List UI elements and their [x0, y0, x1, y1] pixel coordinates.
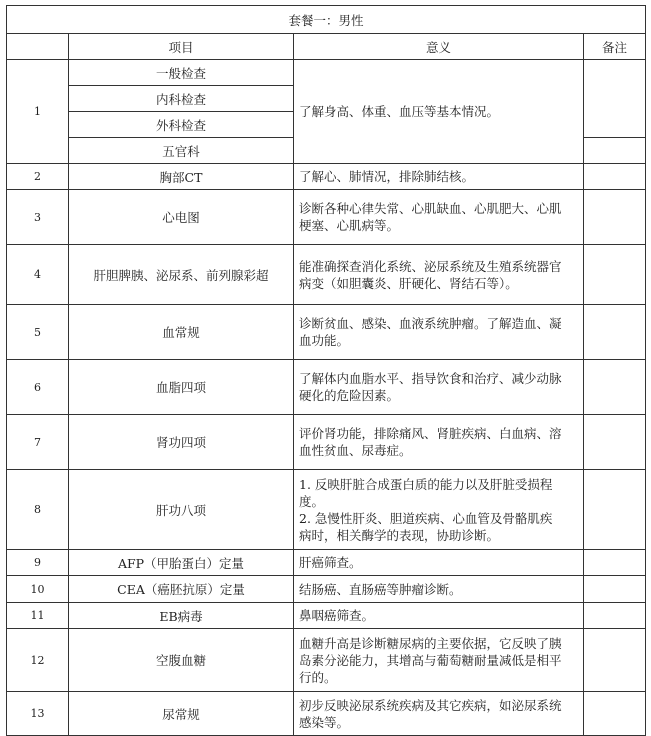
table-row [7, 629, 646, 692]
row-item: 五官科 [69, 138, 294, 164]
row-item: 外科检查 [69, 112, 294, 138]
row-note [584, 360, 646, 415]
meaning-line: 能准确探查消化系统、泌尿系统及生殖系统器官 [299, 258, 562, 274]
table-row [7, 245, 646, 305]
table-row [7, 470, 646, 550]
header-row [7, 34, 646, 60]
row-item: 尿常规 [69, 692, 294, 736]
row-meaning [294, 576, 584, 603]
table-row [7, 60, 646, 86]
row-meaning [294, 360, 584, 415]
header-meaning: 意义 [294, 34, 584, 60]
table-row [7, 692, 646, 736]
table-row [7, 415, 646, 470]
row-item: 胸部CT [69, 164, 294, 190]
table-row [7, 360, 646, 415]
row-item: 肾功四项 [69, 415, 294, 470]
row-number: 3 [7, 190, 69, 245]
row-meaning [294, 245, 584, 305]
row-note [584, 692, 646, 736]
row-item: 一般检查 [69, 60, 294, 86]
row-meaning [294, 692, 584, 736]
table-row [7, 576, 646, 603]
meaning-line: 病变（如胆囊炎、肝硬化、肾结石等）。 [299, 275, 518, 291]
row-meaning [294, 190, 584, 245]
row-number: 9 [7, 550, 69, 576]
row-note [584, 415, 646, 470]
meaning-line: 2. 急慢性肝炎、胆道疾病、心血管及骨骼肌疾 [299, 510, 553, 526]
meaning-line: 初步反映泌尿系统疾病及其它疾病，如泌尿系统 [299, 697, 562, 713]
row-meaning [294, 470, 584, 550]
meaning-line: 诊断各种心律失常、心肌缺血、心肌肥大、心肌 [299, 201, 562, 216]
row-meaning [294, 415, 584, 470]
row-note [584, 629, 646, 692]
row-note [584, 164, 646, 190]
row-note [584, 245, 646, 305]
row-meaning [294, 305, 584, 360]
row-note [584, 603, 646, 629]
row-item: 内科检查 [69, 86, 294, 112]
row-meaning [294, 629, 584, 692]
row-item: 血脂四项 [69, 360, 294, 415]
meaning-line: 行的。 [299, 669, 337, 685]
meaning-line: 感染等。 [299, 714, 350, 730]
meaning-line: 血功能。 [299, 333, 350, 348]
row-number: 1 [7, 60, 69, 164]
table-row [7, 305, 646, 360]
row-note [584, 138, 646, 164]
row-number: 13 [7, 692, 69, 736]
meaning-line: 度。 [299, 493, 325, 509]
header-item: 项目 [69, 34, 294, 60]
row-item: AFP（甲胎蛋白）定量 [69, 550, 294, 576]
row-item: 心电图 [69, 190, 294, 245]
meaning-line: 硬化的危险因素。 [299, 388, 400, 403]
package-table-container [6, 5, 645, 736]
table-row [7, 550, 646, 576]
table-row [7, 190, 646, 245]
row-meaning [294, 603, 584, 629]
package-table [6, 5, 646, 736]
meaning-line: 血性贫血、尿毒症。 [299, 443, 412, 458]
row-number: 12 [7, 629, 69, 692]
row-number: 6 [7, 360, 69, 415]
meaning-line: 评价肾功能，排除痛风、肾脏疾病、白血病、溶 [299, 426, 562, 441]
row-meaning: 了解身高、体重、血压等基本情况。 [294, 60, 584, 164]
row-number: 8 [7, 470, 69, 550]
title-row [7, 6, 646, 34]
row-note [584, 576, 646, 603]
meaning-line: 了解体内血脂水平、指导饮食和治疗、减少动脉 [299, 371, 562, 386]
row-item: EB病毒 [69, 603, 294, 629]
row-number: 4 [7, 245, 69, 305]
row-number: 11 [7, 603, 69, 629]
table-title: 套餐一：男性 [7, 6, 646, 34]
row-note [584, 550, 646, 576]
row-note [584, 305, 646, 360]
row-number: 5 [7, 305, 69, 360]
row-item: 肝胆脾胰、泌尿系、前列腺彩超 [69, 245, 294, 305]
meaning-line: 结肠癌、直肠癌等肿瘤诊断。 [299, 581, 462, 597]
meaning-line: 岛素分泌能力，其增高与葡萄糖耐量减低是相平 [299, 652, 562, 668]
meaning-line: 梗塞、心肌病等。 [299, 218, 400, 233]
meaning-line: 诊断贫血、感染、血液系统肿瘤。了解造血、凝 [299, 316, 562, 331]
meaning-line: 病时，相关酶学的表现，协助诊断。 [299, 527, 500, 543]
row-number: 7 [7, 415, 69, 470]
row-note [584, 470, 646, 550]
row-number: 10 [7, 576, 69, 603]
row-note [584, 60, 646, 138]
meaning-line: 肝癌筛查。 [299, 555, 362, 570]
table-row [7, 603, 646, 629]
meaning-line: 鼻咽癌筛查。 [299, 608, 375, 623]
row-number: 2 [7, 164, 69, 190]
meaning-line: 了解心、肺情况，排除肺结核。 [299, 169, 475, 184]
row-meaning [294, 550, 584, 576]
header-number [7, 34, 69, 60]
meaning-line: 1. 反映肝脏合成蛋白质的能力以及肝脏受损程 [299, 476, 553, 492]
header-note: 备注 [584, 34, 646, 60]
table-row [7, 164, 646, 190]
row-item: 空腹血糖 [69, 629, 294, 692]
row-item: 肝功八项 [69, 470, 294, 550]
row-item: CEA（癌胚抗原）定量 [69, 576, 294, 603]
row-note [584, 190, 646, 245]
row-item: 血常规 [69, 305, 294, 360]
row-meaning [294, 164, 584, 190]
meaning-line: 血糖升高是诊断糖尿病的主要依据，它反映了胰 [299, 635, 562, 651]
